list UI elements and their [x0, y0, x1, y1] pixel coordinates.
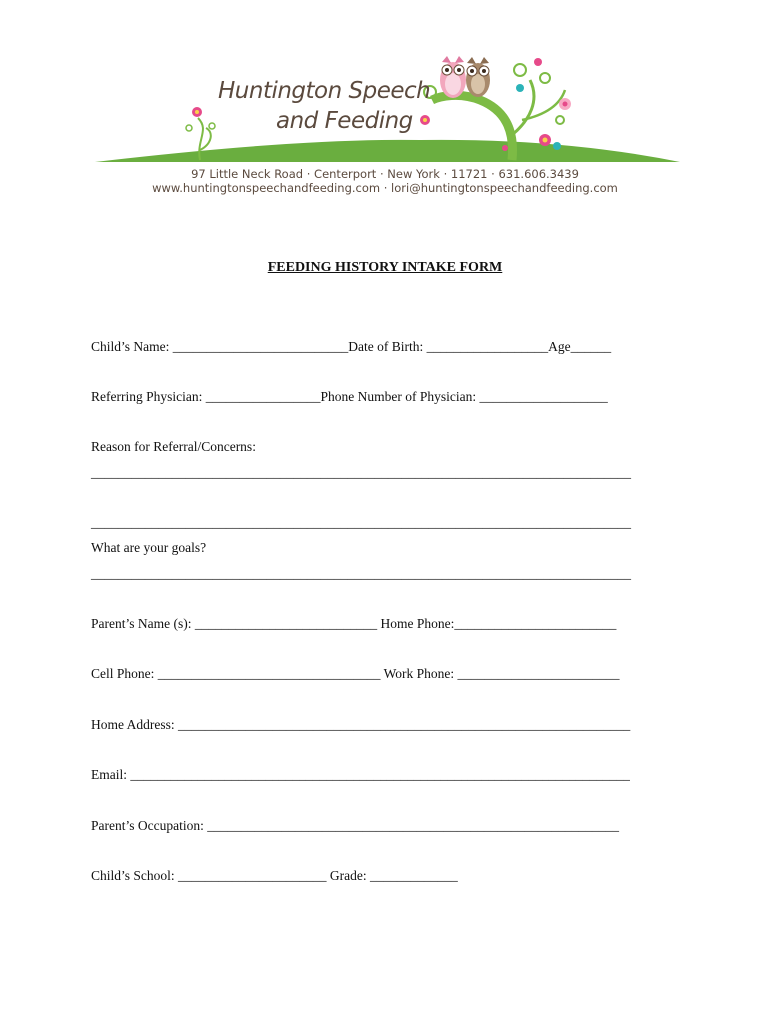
- letterhead: [0, 0, 770, 205]
- grass-hill: [95, 140, 680, 162]
- childs-school-grade-field[interactable]: Child’s School: ______________________ Grade: _____________: [91, 868, 458, 883]
- parents-name-home-phone-field[interactable]: Parent’s Name (s): ___________________________ Home Phone:________________________: [91, 616, 617, 631]
- goals-label: What are your goals?: [91, 540, 207, 555]
- reason-for-referral-line-2[interactable]: ________________________________________________________________________________: [91, 515, 631, 530]
- email-field[interactable]: Email: __________________________________________________________________________: [91, 767, 630, 782]
- referring-physician-field[interactable]: Referring Physician: _________________Phone Number of Physician: ___________________: [91, 389, 608, 404]
- brand-name-line1: Huntington Speech: [218, 78, 431, 104]
- reason-for-referral-line-1[interactable]: ________________________________________________________________________________: [91, 465, 631, 480]
- cell-work-phone-field[interactable]: Cell Phone: _________________________________ Work Phone: ________________________: [91, 666, 620, 681]
- address-line: 97 Little Neck Road · Centerport · New York · 11721 · 631.606.3439: [191, 167, 579, 181]
- web-email-line: www.huntingtonspeechandfeeding.com · lori@huntingtonspeechandfeeding.com: [152, 181, 618, 195]
- home-address-field[interactable]: Home Address: ___________________________________________________________________: [91, 717, 631, 732]
- childs-name-dob-age-field[interactable]: Child’s Name: __________________________Date of Birth: __________________Age______: [91, 339, 612, 354]
- parents-occupation-field[interactable]: Parent’s Occupation: _____________________________________________________________: [91, 818, 619, 833]
- brand-name-line2: and Feeding: [276, 108, 413, 134]
- owl-icon: [440, 56, 466, 98]
- form-title: FEEDING HISTORY INTAKE FORM: [267, 260, 503, 275]
- owl-icon: [466, 57, 490, 97]
- goals-line[interactable]: ________________________________________________________________________________: [91, 566, 631, 581]
- reason-for-referral-label: Reason for Referral/Concerns:: [91, 439, 256, 454]
